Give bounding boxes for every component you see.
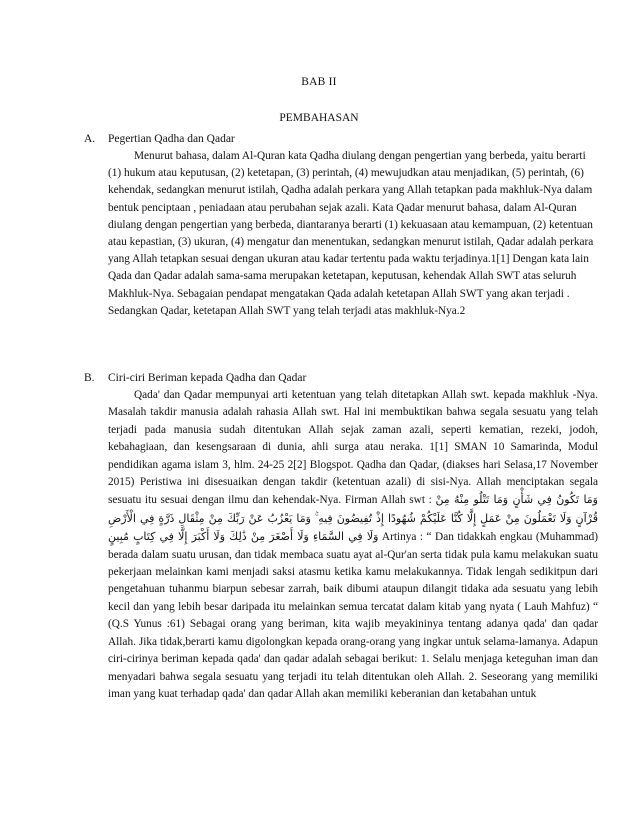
section-b-label: B. <box>84 372 95 384</box>
chapter-title: PEMBAHASAN <box>279 112 359 124</box>
section-a-heading <box>84 131 598 147</box>
section-b-paragraph <box>108 387 598 703</box>
section-b-text-after-arabic: Artinya : “ Dan tidakkah engkau (Muhammad) berada dalam suatu urusan, dan tidak membaca suatu ayat al-Qur'an serta tidak pula kamu melakukan suatu pekerjaan melainkan kami menjadi saksi atasmu ketika kamu melakukannya. Tidak lengah sedikitpun dari pengetahuan tuhanmu biarpun sebesar zarrah, baik dibumi ataupun dilangit tidaka ada sesuatu yang lebih kecil dan yang lebih besar daripada itu melainkan semua tercatat dalam kitab yang nyata ( Lauh Mahfuz) “ (Q.S Yunus :61) Sebagai orang yang beriman, kita wajib meyakininya tentang adanya qada' dan qadar Allah. Jika tidak,berarti kamu digolongkan kepada orang-orang yang ingkar untuk selama-lamanya. Adapun ciri-cirinya beriman kepada qada' dan qadar adalah sebagai berikut: 1. Selalu menjaga keteguhan iman dan menyadari bahwa segala sesuatu yang terjadi itu telah ditentukan oleh Allah. 2. Seseorang yang memiliki iman yang kuat terhadap qada' dan qadar Allah akan memiliki keberanian dan ketabahan untuk <box>108 531 598 700</box>
section-b-heading <box>84 370 598 386</box>
chapter-heading: BAB II <box>301 76 337 88</box>
section-a-paragraph: Menurut bahasa, dalam Al-Quran kata Qadha diulang dengan pengertian yang berbeda, yaitu berarti (1) hukum atau keputusan, (2) ketetapan, (3) perintah, (4) mewujudkan atau menjadikan, (5) perintah, (6) kehendak, sedangkan menurut istilah, Qadha adalah perkara yang Allah tetapkan pada makhluk-Nya dalam bentuk penciptaan , peniadaan atau perubahan sejak azali. Kata Qadar menurut bahasa, dalam Al-Quran diulang dengan pengertian yang berbeda, diantaranya berarti (1) kekuasaan atau kemampuan, (2) ketentuan atau kepastian, (3) ukuran, (4) mengatur dan menentukan, sedangkan menurut istilah, Qadar adalah perkara yang Allah tetapkan sesuai dengan ukuran atau kadar tertentu pada waktu terjadinya.1[1] Dengan kata lain Qada dan Qadar adalah sama-sama merupakan ketetapan, keputusan, kehendak Allah SWT atas seluruh Makhluk-Nya. Sebagaian pendapat mengatakan Qada adalah ketetapan Allah SWT yang akan terjadi . Sedangkan Qadar, ketetapan Allah SWT yang telah terjadi atas makhluk-Nya.2 <box>108 150 594 317</box>
section-a-label: A. <box>84 133 96 145</box>
section-a-title: Pegertian Qadha dan Qadar <box>108 133 235 145</box>
section-b-title: Ciri-ciri Beriman kepada Qadha dan Qadar <box>108 372 307 384</box>
section-b <box>84 370 598 703</box>
section-a <box>84 131 598 320</box>
section-b-text-before-arabic: Qada' dan Qadar mempunyai arti ketentuan yang telah ditetapkan Allah swt. kepada makhluk -Nya. Masalah takdir manusia adalah rahasia Allah swt. Hal ini membuktikan bahwa segala sesuatu yang telah terjadi pada manusia sudah ditentukan Allah sejak zaman azali, seperti kematian, rezeki, jodoh, kebahagiaan, dan kesengsaraan di dunia, ahli surga atau neraka. 1[1] SMAN 10 Samarinda, Modul pendidikan agama islam 3, hlm. 24-25 2[2] Blogspot. Qadha dan Qadar, (diakses hari Selasa,17 November 2015) Peristiwa ini disesuaikan dengan takdir (ketentuan azali) di sisi-Nya. Allah menciptakan segala sesuatu itu sesuai dengan ilmu dan kehendak-Nya. Firman Allah swt : <box>108 389 598 507</box>
quran-verse-arabic: وَمَا تَكُونُ فِي شَأْنٍ وَمَا تَتْلُو مِنْهُ مِنْ قُرْآنٍ وَلَا تَعْمَلُونَ مِنْ عَمَلٍ إِلَّا كُنَّا عَلَيْكُمْ شُهُودًا إِذْ تُفِيضُونَ فِيهِ ۚ وَمَا يَعْزُبُ عَنْ رَبِّكَ مِنْ مِثْقَالِ ذَرَّةٍ فِي الْأَرْضِ وَلَا فِي السَّمَاءِ وَلَا أَصْغَرَ مِنْ ذَٰلِكَ وَلَا أَكْبَرَ إِلَّا فِي كِتَابٍ مُبِينٍ <box>108 493 598 544</box>
